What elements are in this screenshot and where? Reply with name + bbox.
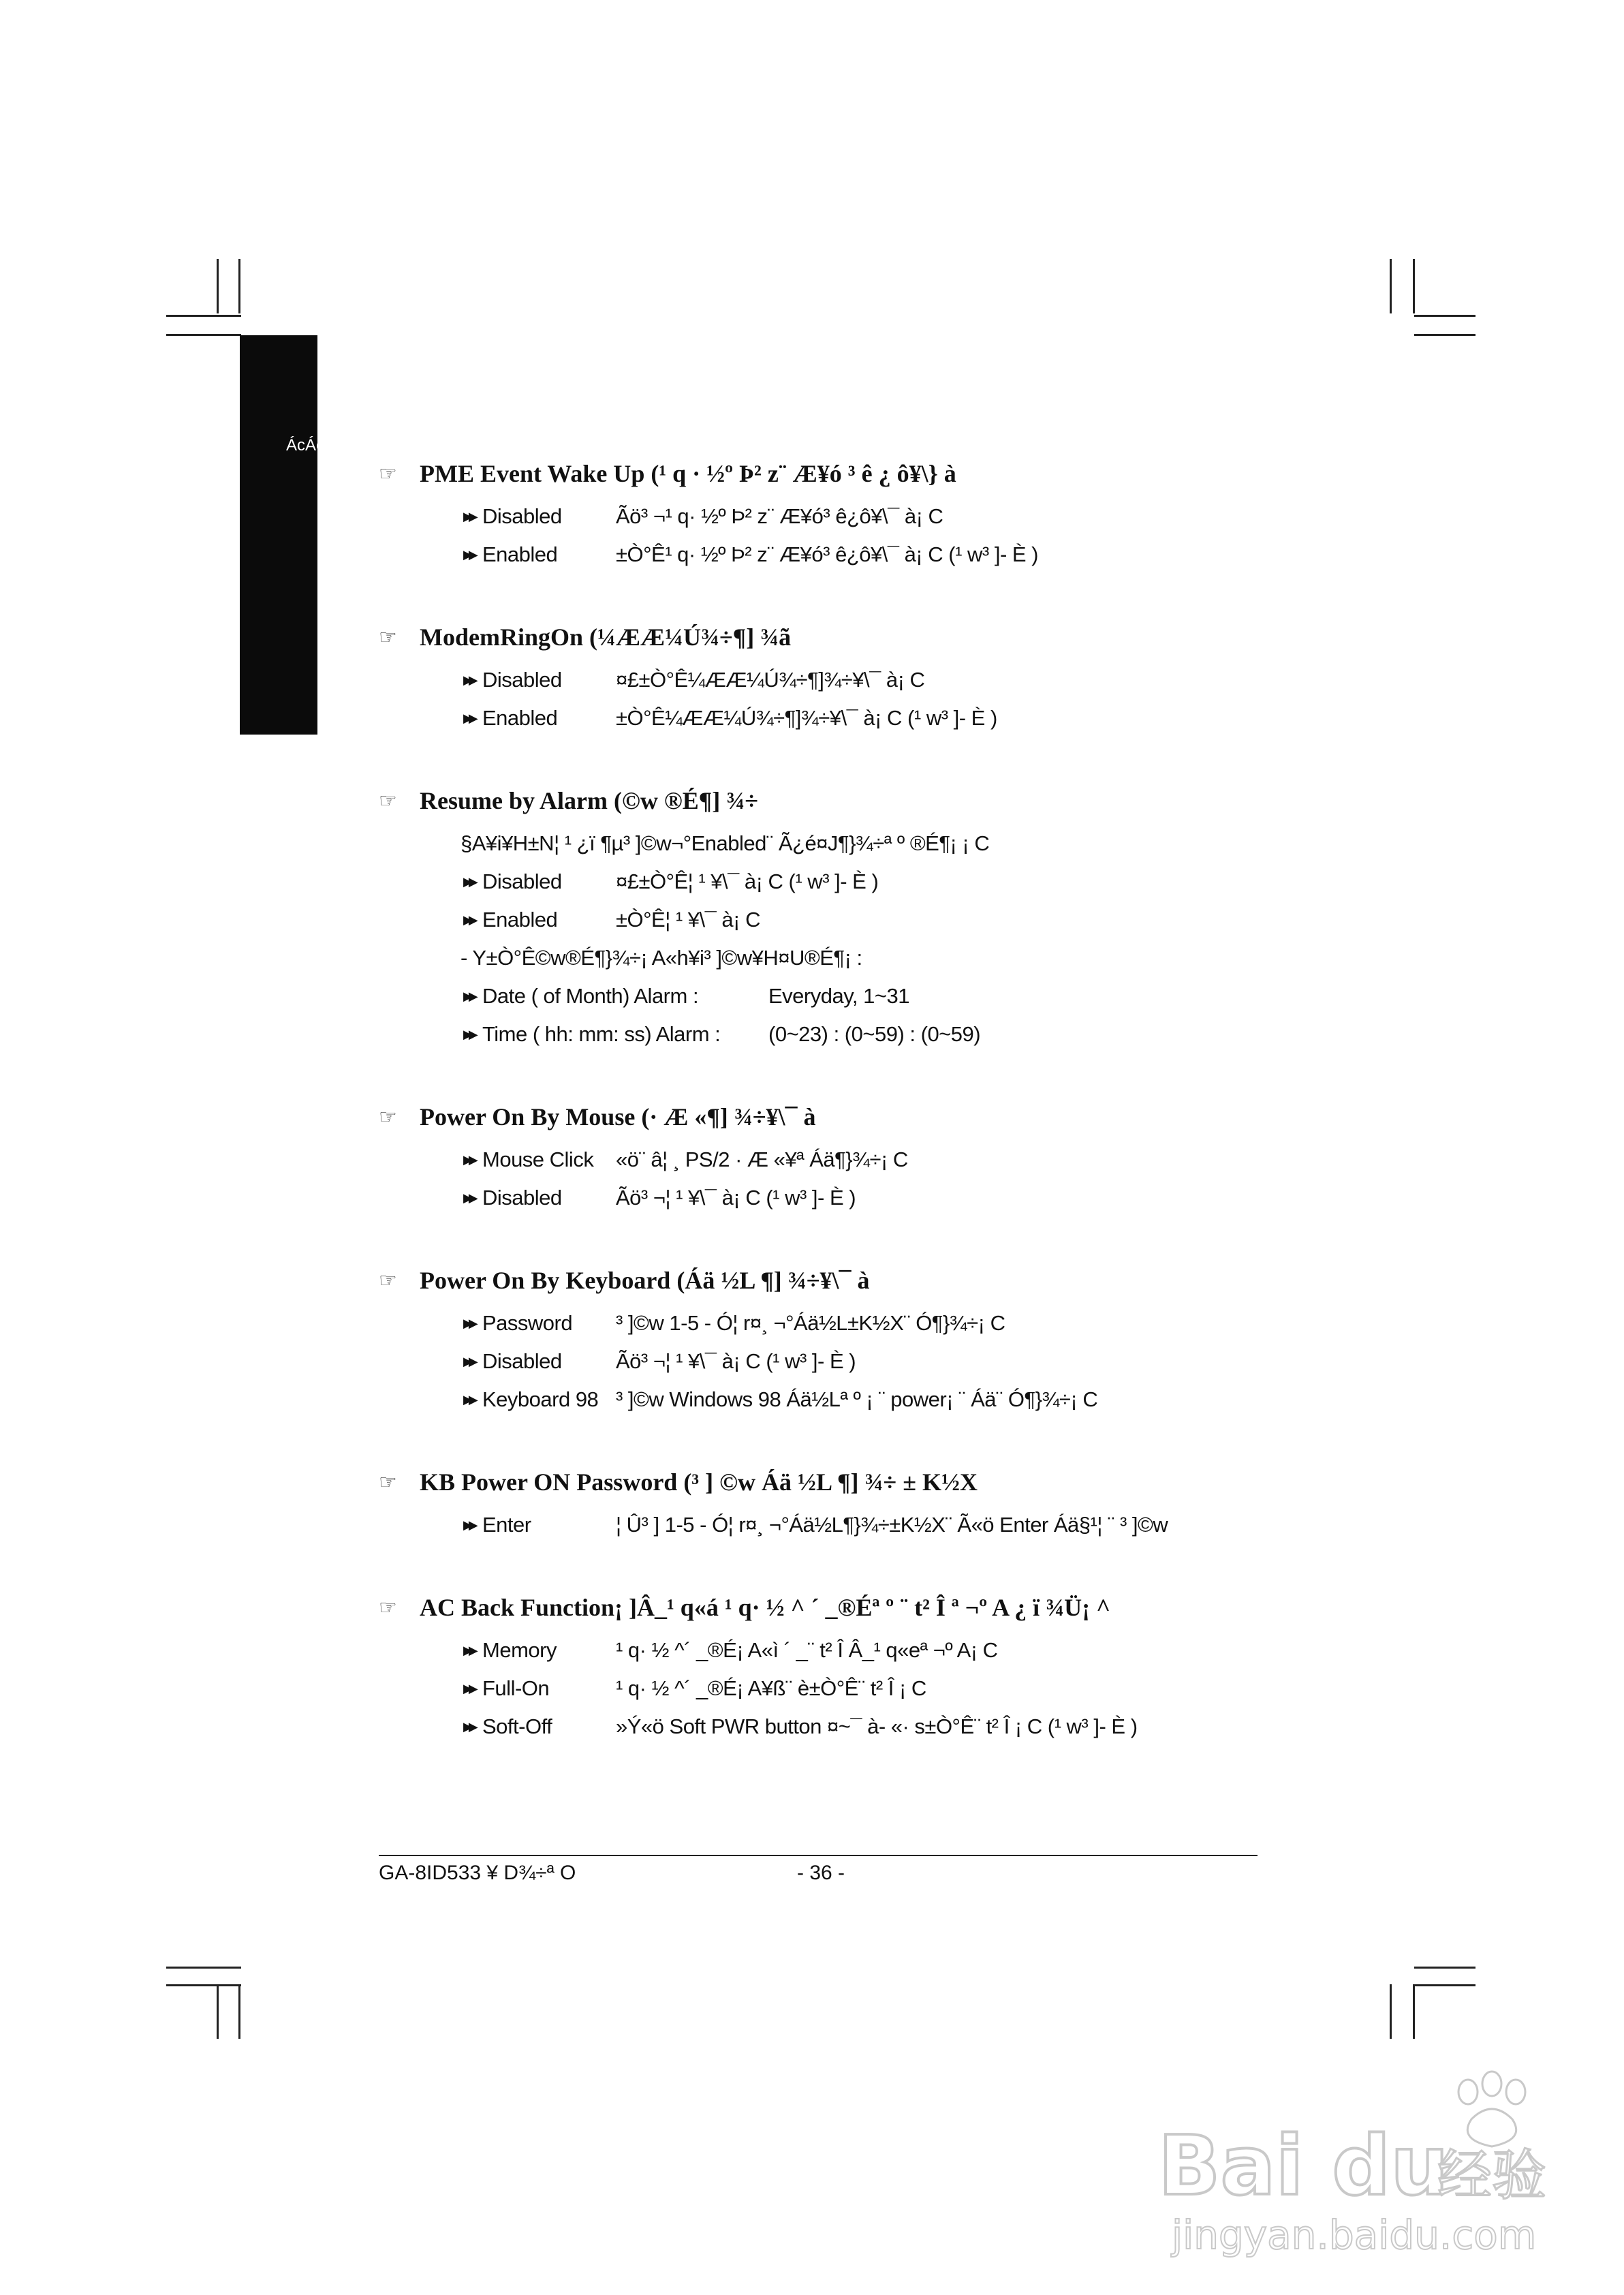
crop-mark bbox=[166, 1967, 241, 1969]
option-row bbox=[463, 1506, 1264, 1544]
double-arrow-icon: ▶▶ bbox=[463, 1190, 474, 1205]
pointing-hand-icon: ☞ bbox=[379, 1105, 397, 1128]
section-power-on-by-mouse bbox=[379, 1093, 1264, 1217]
option-name: Disabled bbox=[482, 668, 562, 692]
option-name: Disabled bbox=[482, 504, 562, 528]
double-arrow-icon: ▶▶ bbox=[463, 1681, 474, 1695]
section-title: KB Power ON Password (³ ] ©w Áä ½L ¶] ¾÷ ± K½X bbox=[420, 1468, 978, 1496]
footer-model: GA-8ID533 ¥ D¾÷ª O bbox=[379, 1862, 576, 1884]
crop-mark bbox=[1413, 1984, 1415, 2039]
option-row bbox=[463, 1179, 1264, 1217]
watermark-url: jingyan.baidu.com bbox=[1172, 2212, 1537, 2258]
section-title: Resume by Alarm (©w ®É¶] ¾÷ bbox=[420, 787, 758, 814]
option-description: «ö¨ â¦ ¸ PS/2 · Æ «¥ª Áä¶}¾÷¡ C bbox=[616, 1148, 908, 1171]
option-description: Ãö³ ¬¦ ¹ ¥\¯ à¡ C (¹ w³ ]- È ) bbox=[616, 1186, 856, 1210]
option-name: Mouse Click bbox=[482, 1148, 594, 1171]
option-row bbox=[463, 901, 1264, 939]
section-title: PME Event Wake Up (¹ q · ½º Þ² z¨ Æ¥ó ³ ê ¿ ô¥\} à bbox=[420, 460, 956, 487]
section-heading bbox=[379, 613, 1264, 661]
option-name: Disabled bbox=[482, 1186, 562, 1210]
option-name: Memory bbox=[482, 1638, 557, 1662]
crop-mark bbox=[217, 259, 219, 313]
section-heading bbox=[379, 777, 1264, 825]
option-description: ±Ò°Ê¼ÆÆ¼Ú¾÷¶]¾÷¥\¯ à¡ C (¹ w³ ]- È ) bbox=[616, 706, 997, 730]
page-number: - 36 - bbox=[797, 1862, 845, 1884]
crop-mark bbox=[1414, 334, 1475, 336]
crop-mark bbox=[1414, 1967, 1475, 1969]
option-name: Date ( of Month) Alarm : bbox=[482, 984, 699, 1008]
pointing-hand-icon: ☞ bbox=[379, 1596, 397, 1619]
section-title: AC Back Function¡ ]Â_¹ q«á ¹ q· ½ ^ ´ _®Éª º ¨ t² Î ª ¬º A ¿ ï ¾Ü¡ ^ bbox=[420, 1594, 1111, 1621]
crop-mark bbox=[1413, 259, 1415, 313]
option-row bbox=[463, 1631, 1264, 1669]
pointing-hand-icon: ☞ bbox=[379, 1269, 397, 1292]
pointing-hand-icon: ☞ bbox=[379, 462, 397, 485]
section-title: Power On By Mouse (· Æ «¶] ¾÷¥\¯ à bbox=[420, 1103, 816, 1130]
crop-mark bbox=[1390, 1984, 1392, 2039]
chapter-side-tab bbox=[240, 335, 317, 735]
double-arrow-icon: ▶▶ bbox=[463, 874, 474, 889]
pointing-hand-icon: ☞ bbox=[379, 789, 397, 812]
option-name: Time ( hh: mm: ss) Alarm : bbox=[482, 1022, 721, 1046]
section-note: §A¥i¥H±N¦ ¹ ¿ï ¶µ³ ]©w¬°Enabled¨ Ã¿é¤J¶}¾÷ª º ®É¶¡ ¡ C bbox=[460, 831, 990, 855]
footer-rule bbox=[379, 1855, 1258, 1856]
option-row bbox=[463, 1141, 1264, 1179]
crop-mark bbox=[217, 1984, 219, 2039]
option-description: ³ ]©w 1-5 - Ó¦ r¤¸ ¬°Áä½L±K½X¨ Ó¶}¾÷¡ C bbox=[616, 1311, 1005, 1335]
option-row bbox=[463, 661, 1264, 699]
option-row bbox=[463, 1015, 1264, 1053]
crop-mark bbox=[238, 1984, 240, 2039]
option-row bbox=[463, 1304, 1264, 1342]
section-note: - Y±Ò°Ê©w®É¶}¾÷¡ A«h¥i³ ]©w¥H¤U®É¶¡ : bbox=[460, 946, 862, 970]
document-body bbox=[379, 450, 1264, 1785]
section-modem-ring-on bbox=[379, 613, 1264, 737]
option-description: ¤£±Ò°Ê¦ ¹ ¥\¯ à¡ C (¹ w³ ]- È ) bbox=[616, 869, 879, 893]
section-title: Power On By Keyboard (Áä ½L ¶] ¾÷¥\¯ à bbox=[420, 1267, 870, 1294]
option-row bbox=[463, 497, 1264, 536]
option-description: ±Ò°Ê¦ ¹ ¥\¯ à¡ C bbox=[616, 908, 760, 931]
double-arrow-icon: ▶▶ bbox=[463, 1354, 474, 1368]
baidu-jingyan-watermark bbox=[1158, 2065, 1567, 2269]
option-name: Keyboard 98 bbox=[482, 1387, 599, 1411]
double-arrow-icon: ▶▶ bbox=[463, 711, 474, 725]
option-row bbox=[463, 699, 1264, 737]
double-arrow-icon: ▶▶ bbox=[463, 509, 474, 523]
section-power-on-by-keyboard bbox=[379, 1257, 1264, 1419]
section-heading bbox=[379, 450, 1264, 497]
option-description: ¤£±Ò°Ê¼ÆÆ¼Ú¾÷¶]¾÷¥\¯ à¡ C bbox=[616, 668, 925, 692]
crop-mark bbox=[238, 259, 240, 313]
double-arrow-icon: ▶▶ bbox=[463, 1643, 474, 1657]
double-arrow-icon: ▶▶ bbox=[463, 1392, 474, 1406]
section-pme-event-wake-up bbox=[379, 450, 1264, 574]
option-description: ¦ Û³ ] 1-5 - Ó¦ r¤¸ ¬°Áä½L¶}¾÷±K½X¨ Ã«ö Enter Áä§¹¦ ¨ ³ ]©w bbox=[616, 1513, 1168, 1537]
option-row bbox=[463, 536, 1264, 574]
crop-mark bbox=[166, 334, 241, 336]
double-arrow-icon: ▶▶ bbox=[463, 912, 474, 927]
option-name: Enabled bbox=[482, 706, 558, 730]
option-row bbox=[463, 1708, 1264, 1746]
double-arrow-icon: ▶▶ bbox=[463, 1518, 474, 1532]
watermark-cn: 经验 bbox=[1437, 2144, 1546, 2207]
double-arrow-icon: ▶▶ bbox=[463, 1316, 474, 1330]
section-title: ModemRingOn (¼ÆÆ¼Ú¾÷¶] ¾ã bbox=[420, 623, 792, 651]
option-row bbox=[463, 1669, 1264, 1708]
option-description: Everyday, 1~31 bbox=[768, 984, 909, 1008]
section-heading bbox=[379, 1584, 1264, 1631]
option-description: ³ ]©w Windows 98 Áä½Lª º ¡ ¨ power¡ ¨ Áä¨ Ó¶}¾÷¡ C bbox=[616, 1387, 1098, 1411]
option-name: Enter bbox=[482, 1513, 531, 1537]
crop-mark bbox=[1414, 315, 1475, 317]
side-tab-label: ÁcÁé bbox=[286, 436, 326, 455]
watermark-brand: Bai du bbox=[1158, 2119, 1449, 2214]
crop-mark bbox=[1390, 259, 1392, 313]
double-arrow-icon: ▶▶ bbox=[463, 547, 474, 561]
option-description: ±Ò°Ê¹ q· ½º Þ² z¨ Æ¥ó³ ê¿ô¥\¯ à¡ C (¹ w³ ]- È ) bbox=[616, 542, 1038, 566]
section-heading bbox=[379, 1093, 1264, 1141]
option-row bbox=[463, 1342, 1264, 1381]
option-name: Full-On bbox=[482, 1676, 550, 1700]
section-ac-back-function bbox=[379, 1584, 1264, 1746]
section-resume-by-alarm bbox=[379, 777, 1264, 1053]
double-arrow-icon: ▶▶ bbox=[463, 1152, 474, 1167]
double-arrow-icon: ▶▶ bbox=[463, 1027, 474, 1041]
option-name: Enabled bbox=[482, 908, 558, 931]
option-name: Disabled bbox=[482, 1349, 562, 1373]
option-description: Ãö³ ¬¦ ¹ ¥\¯ à¡ C (¹ w³ ]- È ) bbox=[616, 1349, 856, 1373]
option-name: Disabled bbox=[482, 869, 562, 893]
option-description: ¹ q· ½ ^´ _®É¡ A¥ß¨ è±Ò°Ê¨ t² Î ¡ C bbox=[616, 1676, 926, 1700]
option-description: »Ý«ö Soft PWR button ¤~¯ à- «· s±Ò°Ê¨ t² Î ¡ C (¹ w³ ]- È ) bbox=[616, 1714, 1138, 1738]
option-description: ¹ q· ½ ^´ _®É¡ A«ì ´ _¨ t² Î Â_¹ q«eª ¬º A¡ C bbox=[616, 1638, 998, 1662]
pointing-hand-icon: ☞ bbox=[379, 1470, 397, 1494]
option-row bbox=[463, 863, 1264, 901]
section-heading bbox=[379, 1458, 1264, 1506]
pointing-hand-icon: ☞ bbox=[379, 626, 397, 649]
option-row bbox=[463, 1381, 1264, 1419]
option-description: Ãö³ ¬¹ q· ½º Þ² z¨ Æ¥ó³ ê¿ô¥\¯ à¡ C bbox=[616, 504, 943, 528]
option-name: Password bbox=[482, 1311, 573, 1335]
crop-mark bbox=[166, 1984, 241, 1986]
option-name: Soft-Off bbox=[482, 1714, 552, 1738]
option-name: Enabled bbox=[482, 542, 558, 566]
crop-mark bbox=[1414, 1984, 1475, 1986]
option-description: (0~23) : (0~59) : (0~59) bbox=[768, 1022, 981, 1046]
double-arrow-icon: ▶▶ bbox=[463, 673, 474, 687]
section-heading bbox=[379, 1257, 1264, 1304]
option-row bbox=[463, 977, 1264, 1015]
section-kb-power-on-password bbox=[379, 1458, 1264, 1544]
double-arrow-icon: ▶▶ bbox=[463, 1719, 474, 1734]
double-arrow-icon: ▶▶ bbox=[463, 989, 474, 1003]
crop-mark bbox=[166, 315, 241, 317]
